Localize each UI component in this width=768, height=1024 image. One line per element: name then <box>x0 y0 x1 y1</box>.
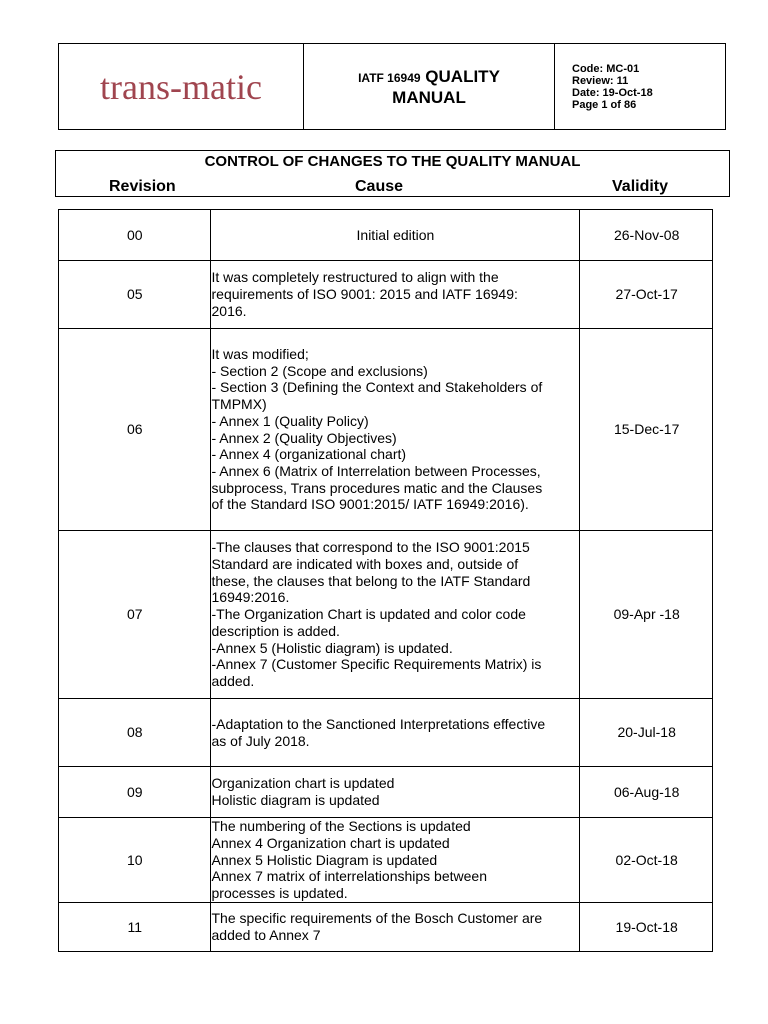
table-row <box>59 261 713 329</box>
cause-cell <box>210 531 580 699</box>
col-header-validity: Validity <box>612 178 669 195</box>
title-word: QUALITY <box>425 66 500 86</box>
validity-cell: 15-Dec-17 <box>580 329 713 531</box>
revision-cell: 00 <box>59 210 211 261</box>
validity-cell: 26-Nov-08 <box>580 210 713 261</box>
validity-cell: 27-Oct-17 <box>580 261 713 329</box>
cause-cell <box>210 903 580 952</box>
cause-line: - Annex 2 (Quality Objectives) <box>211 429 397 446</box>
table-row <box>59 531 713 699</box>
cause-cell <box>210 329 580 531</box>
revision-cell: 08 <box>59 699 211 767</box>
col-header-revision: Revision <box>109 178 176 195</box>
table-row <box>59 329 713 531</box>
cause-line: 2016. <box>211 302 247 319</box>
cause-line: requirements of ISO 9001: 2015 and IATF 16949: <box>211 286 518 303</box>
cause-cell <box>210 261 580 329</box>
cause-line: subprocess, Trans procedures matic and the Clauses <box>211 479 543 496</box>
validity-cell: 02-Oct-18 <box>580 818 713 903</box>
cause-line: -Annex 5 (Holistic diagram) is updated. <box>211 639 453 656</box>
cause-line: It was modified; <box>211 345 309 362</box>
title-line2: MANUAL <box>392 87 466 107</box>
table-row <box>59 767 713 818</box>
cause-line: these, the clauses that belong to the IATF Standard <box>211 572 531 589</box>
table-row <box>59 818 713 903</box>
cause-line: Annex 7 matrix of interrelationships between <box>211 868 487 885</box>
validity-cell: 06-Aug-18 <box>580 767 713 818</box>
doc-review: Review: 11 <box>572 74 629 87</box>
table-row <box>59 210 713 261</box>
cause-line: -Adaptation to the Sanctioned Interpretations effective <box>211 715 546 732</box>
validity-cell: 19-Oct-18 <box>580 903 713 952</box>
document-title <box>304 44 555 129</box>
table-row <box>59 699 713 767</box>
revision-cell: 05 <box>59 261 211 329</box>
control-title: CONTROL OF CHANGES TO THE QUALITY MANUAL <box>204 153 581 170</box>
cause-line: Initial edition <box>356 226 435 243</box>
control-heading <box>55 150 730 197</box>
cause-line: 16949:2016. <box>211 589 290 606</box>
cause-line: - Annex 6 (Matrix of Interrelation between Processes, <box>211 462 541 479</box>
document-meta <box>555 44 725 129</box>
cause-line: of the Standard ISO 9001:2015/ IATF 16949:2016). <box>211 496 529 513</box>
cause-line: Organization chart is updated <box>211 775 395 792</box>
cause-line: TMPMX) <box>211 396 267 413</box>
cause-line: description is added. <box>211 622 340 639</box>
cause-cell <box>210 818 580 903</box>
cause-line: Annex 5 Holistic Diagram is updated <box>211 851 438 868</box>
document-header <box>58 43 726 130</box>
cause-cell <box>210 699 580 767</box>
doc-date: Date: 19-Oct-18 <box>572 86 653 99</box>
cause-line: Holistic diagram is updated <box>211 792 380 808</box>
company-logo: trans-matic <box>59 44 304 129</box>
revision-cell: 11 <box>59 903 211 952</box>
cause-line: It was completely restructured to align with the <box>211 269 499 286</box>
cause-line: - Annex 1 (Quality Policy) <box>211 412 369 429</box>
cause-line: - Section 2 (Scope and exclusions) <box>211 362 428 379</box>
col-header-cause: Cause <box>355 178 404 195</box>
revision-cell: 10 <box>59 818 211 903</box>
cause-line: - Section 3 (Defining the Context and Stakeholders of <box>211 379 543 396</box>
cause-line: -The Organization Chart is updated and color code <box>211 606 526 623</box>
table-row <box>59 903 713 952</box>
cause-line: Annex 4 Organization chart is updated <box>211 834 450 851</box>
cause-line: as of July 2018. <box>211 732 310 749</box>
cause-line: - Annex 4 (organizational chart) <box>211 446 407 463</box>
cause-cell <box>210 767 580 818</box>
title-standard: IATF 16949 <box>358 70 421 85</box>
validity-cell: 20-Jul-18 <box>580 699 713 767</box>
doc-page: Page 1 of 86 <box>572 98 637 111</box>
cause-line: The specific requirements of the Bosch Customer are <box>211 910 543 927</box>
cause-line: added. <box>211 672 255 689</box>
cause-line: processes is updated. <box>211 885 348 902</box>
cause-line: The numbering of the Sections is updated <box>211 818 471 835</box>
revision-cell: 06 <box>59 329 211 531</box>
revision-cell: 07 <box>59 531 211 699</box>
cause-line: -The clauses that correspond to the ISO 9001:2015 <box>211 539 530 556</box>
cause-line: -Annex 7 (Customer Specific Requirements Matrix) is <box>211 656 542 673</box>
doc-code: Code: MC-01 <box>572 62 640 75</box>
revision-cell: 09 <box>59 767 211 818</box>
cause-cell <box>210 210 580 261</box>
revision-table <box>58 209 713 952</box>
cause-line: Standard are indicated with boxes and, outside of <box>211 556 519 573</box>
validity-cell: 09-Apr -18 <box>580 531 713 699</box>
cause-line: added to Annex 7 <box>211 927 321 943</box>
